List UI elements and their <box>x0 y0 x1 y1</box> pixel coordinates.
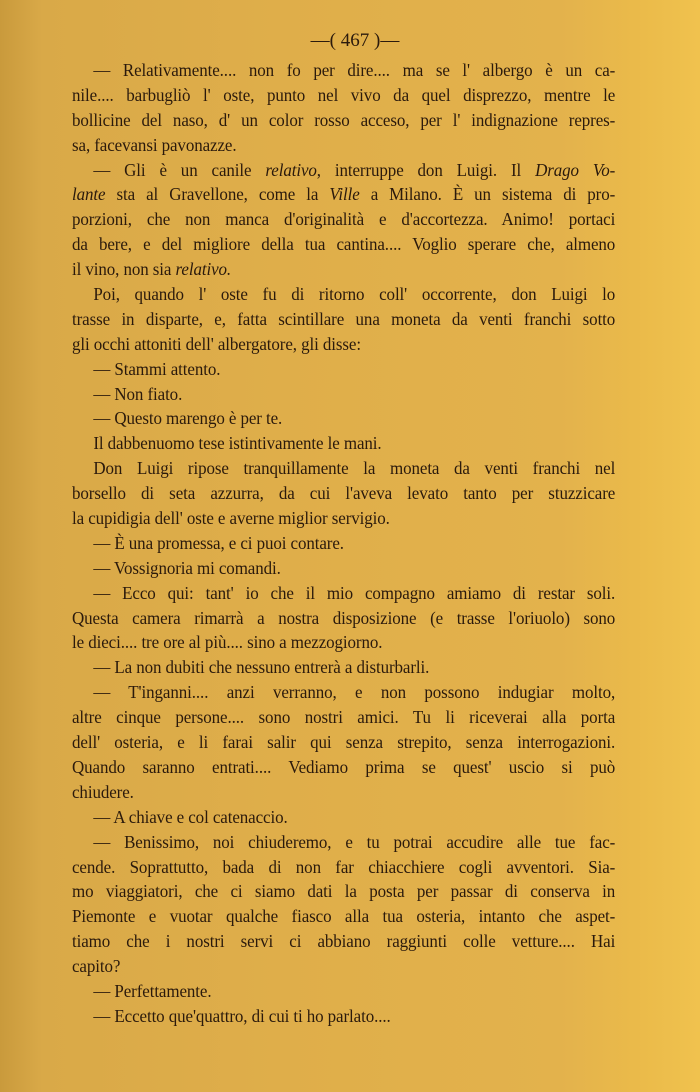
text-segment: Poi, quando l' oste fu di ritorno coll' occorrente, don Luigi lo <box>93 284 616 305</box>
text-line <box>72 307 615 332</box>
text-segment: la cupidigia dell' oste e averne miglior servigio. <box>72 508 390 529</box>
text-segment: Don Luigi ripose tranquillamente la moneta da venti franchi nel <box>93 458 616 479</box>
text-segment: a Milano. È un sistema di pro- <box>359 184 616 205</box>
text-line <box>72 431 615 456</box>
text-segment: capito? <box>72 956 121 977</box>
text-line <box>72 730 615 755</box>
text-segment: Quando saranno entrati.... Vediamo prima se quest' uscio si può <box>72 756 616 777</box>
text-segment: , interruppe don Luigi. Il <box>316 159 536 180</box>
italic-text: lante <box>72 184 106 205</box>
text-line <box>72 705 615 730</box>
text-segment: bollicine del naso, d' un color rosso acceso, per l' indignazione repres- <box>72 109 616 130</box>
text-segment: sa, facevansi pavonazze. <box>72 134 237 155</box>
text-line <box>72 780 615 805</box>
text-line <box>72 606 615 631</box>
text-line <box>72 257 615 282</box>
text-line <box>72 182 615 207</box>
text-line <box>72 904 615 929</box>
text-line <box>72 232 615 257</box>
text-segment: — È una promessa, e ci puoi contare. <box>93 532 344 553</box>
text-line <box>72 556 615 581</box>
text-segment: trasse in disparte, e, fatta scintillare una moneta da venti franchi sotto <box>72 308 616 329</box>
text-line <box>72 481 615 506</box>
text-segment: — Vossignoria mi comandi. <box>93 557 281 578</box>
text-segment: le dieci.... tre ore al più.... sino a mezzogiorno. <box>72 632 383 653</box>
text-segment: da bere, e del migliore della tua cantina.... Voglio sperare che, almeno <box>72 234 616 255</box>
text-line <box>72 133 615 158</box>
text-line <box>72 456 615 481</box>
text-line <box>72 332 615 357</box>
text-segment: sta al Gravellone, come la <box>105 184 330 205</box>
text-line <box>72 630 615 655</box>
page-body-text <box>72 58 615 1029</box>
text-line <box>72 830 615 855</box>
text-line <box>72 282 615 307</box>
text-segment: — Questo marengo è per te. <box>93 408 283 429</box>
text-line <box>72 929 615 954</box>
text-segment: Il dabbenuomo tese istintivamente le mani. <box>93 433 382 454</box>
text-line <box>72 58 615 83</box>
italic-text: relativo <box>265 159 317 180</box>
text-segment: — Relativamente.... non fo per dire.... ma se l' albergo è un ca- <box>93 60 616 80</box>
text-segment: altre cinque persone.... sono nostri amici. Tu li riceverai alla porta <box>72 707 616 728</box>
text-line <box>72 879 615 904</box>
text-segment: — A chiave e col catenaccio. <box>93 806 288 827</box>
italic-text: Drago Vo- <box>535 159 616 180</box>
italic-text: Ville <box>329 184 360 205</box>
text-segment: — Gli è un canile <box>93 159 266 180</box>
text-line <box>72 855 615 880</box>
text-line <box>72 805 615 830</box>
text-segment: dell' osteria, e li farai salir qui senza strepito, senza interrogazioni. <box>72 732 616 753</box>
text-line <box>72 1004 615 1029</box>
text-line <box>72 979 615 1004</box>
text-segment: tiamo che i nostri servi ci abbiano raggiunti colle vetture.... Hai <box>72 931 616 952</box>
text-segment: Questa camera rimarrà a nostra disposizione (e trasse l'oriuolo) sono <box>72 607 616 628</box>
text-segment: gli occhi attoniti dell' albergatore, gli disse: <box>72 333 361 354</box>
text-segment: — Eccetto que'quattro, di cui ti ho parlato.... <box>93 1005 391 1026</box>
text-segment: chiudere. <box>72 781 134 802</box>
text-line <box>72 680 615 705</box>
text-segment: — T'inganni.... anzi verranno, e non possono indugiar molto, <box>93 682 616 703</box>
text-line <box>72 755 615 780</box>
text-segment: — Stammi attento. <box>93 358 221 379</box>
text-segment: cende. Soprattutto, bada di non far chiacchiere cogli avventori. Sia- <box>72 856 616 877</box>
text-line <box>72 531 615 556</box>
text-line <box>72 954 615 979</box>
italic-text: relativo. <box>175 259 232 280</box>
text-segment: Piemonte e vuotar qualche fiasco alla tua osteria, intanto che aspet- <box>72 906 616 927</box>
text-segment: — Non fiato. <box>93 383 183 404</box>
page-number: —( 467 )— <box>310 30 400 51</box>
text-segment: borsello di seta azzurra, da cui l'aveva levato tanto per stuzzicare <box>72 483 616 504</box>
text-segment: mo viaggiatori, che ci siamo dati la posta per passar di conserva in <box>72 881 616 902</box>
text-segment: — Benissimo, noi chiuderemo, e tu potrai accudire alle tue fac- <box>93 831 616 852</box>
text-line <box>72 506 615 531</box>
text-segment: — Ecco qui: tant' io che il mio compagno amiamo di restar soli. <box>93 582 616 603</box>
text-line <box>72 108 615 133</box>
text-segment: porzioni, che non manca d'originalità e d'accortezza. Animo! portaci <box>72 209 616 230</box>
text-segment: — Perfettamente. <box>93 980 212 1001</box>
text-line <box>72 83 615 108</box>
text-line <box>72 581 615 606</box>
text-line <box>72 207 615 232</box>
text-line <box>72 382 615 407</box>
text-line <box>72 406 615 431</box>
text-line <box>72 655 615 680</box>
text-line <box>72 158 615 183</box>
text-segment: il vino, non sia <box>72 259 176 280</box>
text-segment: — La non dubiti che nessuno entrerà a disturbarli. <box>93 657 430 678</box>
text-line <box>72 357 615 382</box>
text-segment: nile.... barbugliò l' oste, punto nel vivo da quel disprezzo, mentre le <box>72 84 616 105</box>
